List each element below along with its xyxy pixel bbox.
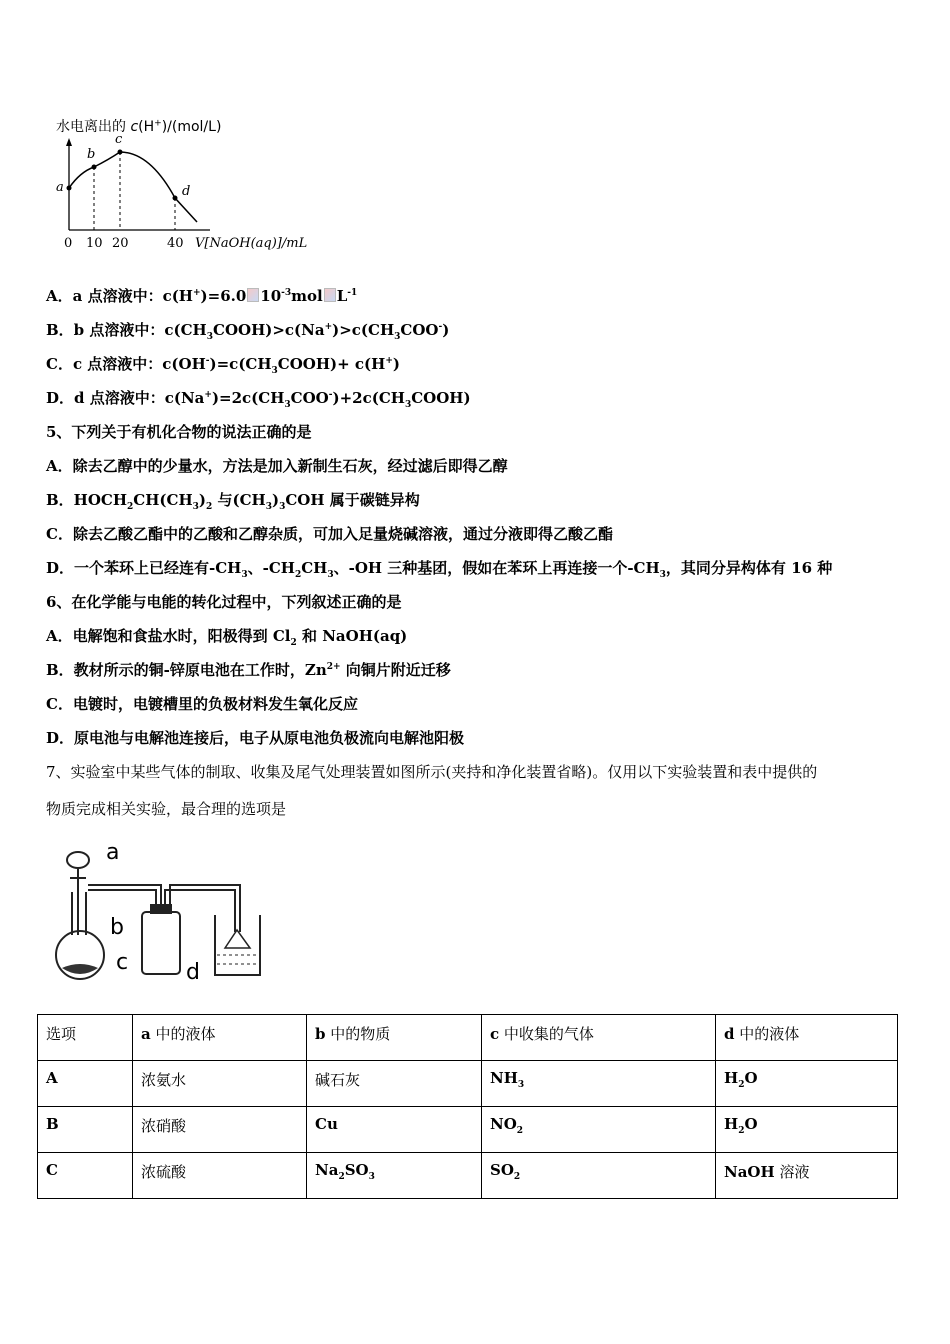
placeholder-icon [247, 288, 259, 302]
row-b-gas: $NO_2$ [482, 1107, 716, 1153]
q6-option-a: A．电解饱和食盐水时，阳极得到 $Cl_2$ 和 NaOH(aq) [46, 627, 408, 648]
q5-stem: 5、下列关于有机化合物的说法正确的是 [46, 423, 312, 441]
options-table [37, 1014, 898, 1199]
point-a-label: a [56, 180, 64, 195]
bottle-c [142, 912, 180, 974]
table-row [38, 1061, 898, 1107]
point-b-dot [92, 165, 97, 170]
header-a: a 中的液体 [133, 1015, 307, 1061]
row-a-gas: $NH_3$ [482, 1061, 716, 1107]
table-header-row [38, 1015, 898, 1061]
apparatus-diagram [50, 840, 280, 995]
funnel-bulb [67, 852, 89, 868]
header-b: b 中的物质 [307, 1015, 482, 1061]
row-c-d-liquid: NaOH 溶液 [716, 1153, 898, 1199]
row-b-liquid: 浓硝酸 [133, 1107, 307, 1153]
row-b-substance: Cu [307, 1107, 482, 1153]
label-c: c [116, 950, 129, 975]
point-b-label: b [87, 147, 96, 162]
apparatus-drawing [50, 840, 280, 995]
point-c-label: c [115, 132, 123, 147]
tick-10: 10 [86, 236, 103, 251]
q7-stem-line1: 7、实验室中某些气体的制取、收集及尾气处理装置如图所示(夹持和净化装置省略)。仅用以下实验装置和表中提供的 [46, 763, 818, 781]
tick-0: 0 [64, 236, 73, 251]
label-d: d [186, 960, 200, 985]
ph-graph [50, 112, 320, 262]
q5-option-a: A．除去乙醇中的少量水，方法是加入新制生石灰，经过滤后即得乙醇 [46, 457, 508, 475]
header-c: c 中收集的气体 [482, 1015, 716, 1061]
q6-stem: 6、在化学能与电能的转化过程中，下列叙述正确的是 [46, 593, 402, 611]
q7-stem-line2: 物质完成相关实验，最合理的选项是 [46, 800, 287, 818]
tube-2 [165, 885, 240, 932]
placeholder-icon [324, 288, 336, 302]
curve [69, 152, 197, 222]
table-row [38, 1153, 898, 1199]
tick-40: 40 [167, 236, 184, 251]
header-d: d 中的液体 [716, 1015, 898, 1061]
graph-xlabel: V[NaOH(aq)]/mL [195, 236, 308, 251]
row-a-d-liquid: $H_2O$ [716, 1061, 898, 1107]
graph-ylabel: 水电离出的 c(H+)/(mol/L) [56, 118, 222, 135]
header-option: 选项 [38, 1015, 133, 1061]
point-a-dot [67, 186, 72, 191]
point-d-dot [173, 196, 178, 201]
row-c-option: C [38, 1153, 133, 1199]
q6-option-b: B．教材所示的铜-锌原电池在工作时，$Zn^{2+}$ 向铜片附近迁移 [46, 661, 451, 679]
q6-option-d: D．原电池与电解池连接后，电子从原电池负极流向电解池阳极 [46, 729, 465, 747]
q4-option-d: D．d 点溶液中：$c(Na^+)=2c(CH_3COO^-)+2c(CH_3COOH)$ [46, 389, 471, 410]
q4-option-c: C．c 点溶液中：$c(OH^-)=c(CH_3COOH)+ c(H^+)$ [46, 355, 400, 376]
q5-option-b: B．$HOCH_2CH(CH_3)_2$ 与$(CH_3)_3COH$ 属于碳链异构 [46, 491, 420, 512]
beaker-d [215, 915, 260, 975]
row-a-substance: 碱石灰 [307, 1061, 482, 1107]
label-b: b [110, 915, 124, 940]
tick-20: 20 [112, 236, 129, 251]
row-a-option: A [38, 1061, 133, 1107]
q6-option-c: C．电镀时，电镀槽里的负极材料发生氧化反应 [46, 695, 358, 713]
flask-solid [62, 964, 98, 974]
row-c-substance: $Na_2SO_3$ [307, 1153, 482, 1199]
row-b-option: B [38, 1107, 133, 1153]
row-c-gas: $SO_2$ [482, 1153, 716, 1199]
y-axis-arrow [66, 138, 72, 146]
point-c-dot [118, 150, 123, 155]
row-c-liquid: 浓硫酸 [133, 1153, 307, 1199]
point-d-label: d [182, 184, 191, 199]
inverted-funnel [225, 930, 250, 948]
label-a: a [106, 840, 120, 865]
bottle-stopper [150, 904, 172, 914]
q4-option-b: B．b 点溶液中：$c(CH_3COOH)>c(Na^+)>c(CH_3COO^-)$ [46, 321, 450, 342]
q5-option-c: C．除去乙酸乙酯中的乙酸和乙醇杂质，可加入足量烧碱溶液，通过分液即得乙酸乙酯 [46, 525, 613, 543]
table-row [38, 1107, 898, 1153]
q4-option-a: A．a 点溶液中：c(H+)=6.0 $10^{-3}mol$ $L^{-1}$ [46, 287, 358, 305]
q5-option-d: D．一个苯环上已经连有$-CH_3$、$-CH_2CH_3$、-OH 三种基团，假如在苯环上再连接一个$-CH_3$，其同分异构体有 16 种 [46, 559, 833, 580]
row-a-liquid: 浓氨水 [133, 1061, 307, 1107]
row-b-d-liquid: $H_2O$ [716, 1107, 898, 1153]
